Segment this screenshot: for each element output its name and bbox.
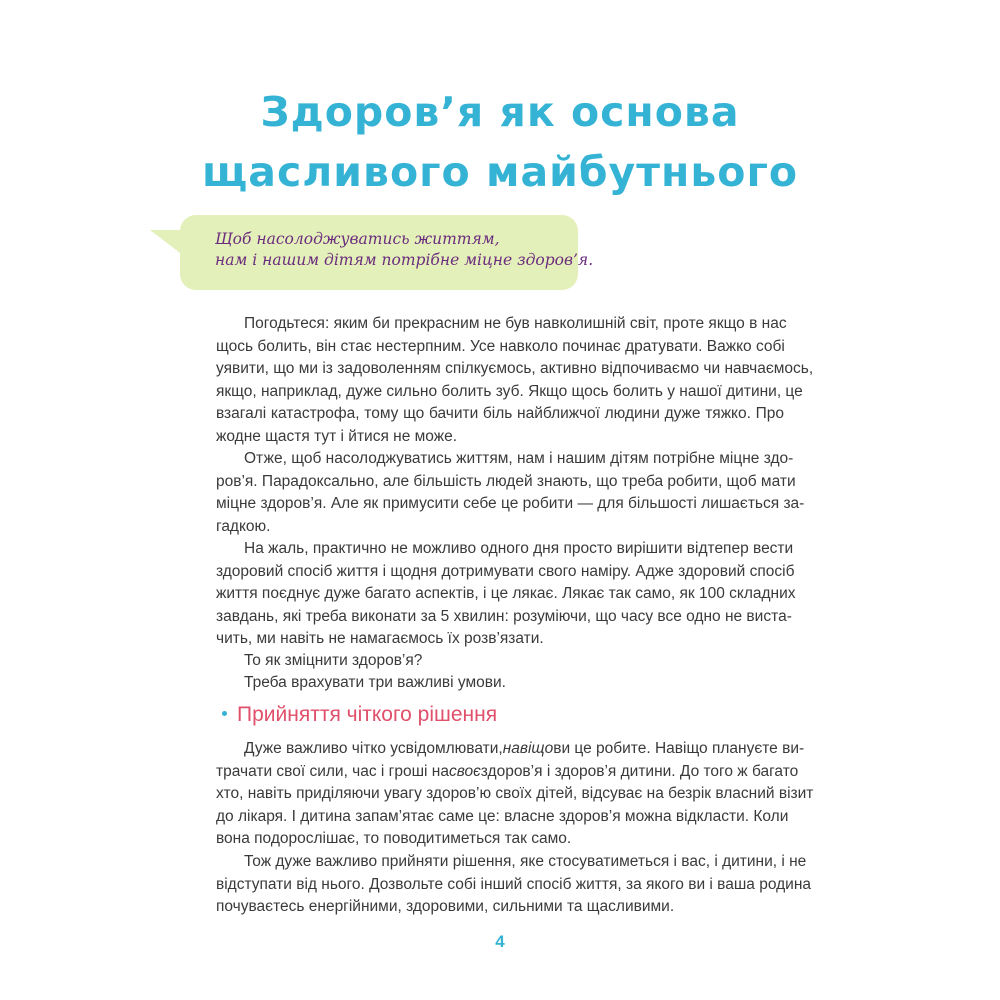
quote-line-1: Щоб насолоджуватись життям, bbox=[215, 230, 500, 248]
section-p1-line1-emphasis: навіщо bbox=[502, 740, 554, 757]
section-heading bbox=[222, 700, 497, 730]
speech-bubble-tail bbox=[150, 230, 184, 256]
page-title-line-2: щасливого майбутнього bbox=[201, 148, 799, 196]
paragraph-4 bbox=[216, 650, 784, 673]
paragraph-3 bbox=[216, 538, 796, 651]
quote-line-2: нам і нашим дітям потрібне міцне здоров’я. bbox=[215, 251, 594, 269]
paragraph-4-text: То як зміцнити здоров’я? bbox=[244, 652, 423, 669]
section-paragraph-1 bbox=[216, 738, 814, 851]
section-p1-line2-a: трачати свої сили, час і гроші на bbox=[216, 762, 449, 780]
section-paragraph-2 bbox=[216, 851, 812, 919]
paragraph-1-line: щось болить, він стає нестерпним. Усе навколо починає дратувати. Важко собі bbox=[216, 337, 785, 355]
section-heading-text: Прийняття чіткого рішення bbox=[237, 703, 498, 726]
paragraph-2-line: Отже, щоб насолоджуватись життям, нам і нашим дітям потрібне міцне здо- bbox=[244, 450, 794, 467]
section-p1-line4: до лікаря. І дитина запам’ятає саме це: власне здоров’я можна відкласти. Коли bbox=[216, 807, 789, 825]
section-p1-line2-emphasis: своє bbox=[448, 762, 481, 780]
paragraph-2-line: ров’я. Парадоксально, але більшість людей знають, що треба робити, щоб мати bbox=[216, 472, 796, 490]
paragraph-3-line: чить, ми навіть не намагаємось їх розв’язати. bbox=[216, 630, 544, 647]
paragraph-3-line: завдань, які треба виконати за 5 хвилин: розуміючи, що часу все одно не вистa- bbox=[216, 607, 792, 625]
section-p1-line1-b: ви це робите. Навіщо плануєте ви- bbox=[553, 740, 805, 757]
paragraph-1-line: Погодьтеся: яким би прекрасним не був навколишній світ, проте якщо в нас bbox=[244, 315, 787, 332]
section-paragraph-2-line: почуваєтесь енергійними, здоровими, сильними та щасливими. bbox=[216, 898, 675, 915]
paragraph-2 bbox=[216, 448, 805, 538]
paragraph-2-line: гадкою. bbox=[216, 517, 271, 535]
page-title-line-1: Здоров’я як основа bbox=[260, 88, 740, 136]
section-p1-line5: вона подорослішає, то поводитиметься так само. bbox=[216, 830, 572, 847]
paragraph-1-line: якщо, наприклад, дуже сильно болить зуб. Якщо щось болить у нашої дитини, це bbox=[216, 382, 803, 400]
paragraph-3-line: На жаль, практично не можливо одного дня просто вирішити відтепер вести bbox=[244, 540, 794, 557]
bullet-icon bbox=[222, 711, 227, 716]
page-title bbox=[0, 82, 1000, 202]
section-p1-line2-b: здоров’я і здоров’я дитини. До того ж багато bbox=[480, 762, 799, 780]
paragraph-2-line: міцне здоров’я. Але як примусити себе це робити — для більшості лишається за- bbox=[216, 495, 805, 512]
section-p1-line1-a: Дуже важливо чітко усвідомлювати, bbox=[244, 740, 503, 757]
paragraph-1-line: жодне щастя тут і йтися не може. bbox=[216, 427, 458, 445]
paragraph-1-line: взагалі катастрофа, тому що бачити біль найближчої людини дуже тяжко. Про bbox=[216, 405, 784, 422]
paragraph-3-line: здоровий спосіб життя і щодня дотримувати свого наміру. Адже здоровий спосіб bbox=[216, 562, 795, 580]
paragraph-3-line: життя поєднує дуже багато аспектів, і це лякає. Лякає так само, як 100 складних bbox=[216, 585, 796, 602]
quote bbox=[215, 229, 594, 271]
section-paragraph-2-line: Тож дуже важливо прийняти рішення, яке стосуватиметься і вас, і дитини, і не bbox=[244, 853, 807, 870]
section-p1-line3: хто, навіть приділяючи увагу здоров’ю своїх дітей, відсуває на безрік власний візит bbox=[216, 785, 814, 802]
page-number: 4 bbox=[495, 932, 505, 951]
section-paragraph-2-line: відступати від нього. Дозвольте собі інший спосіб життя, за якого ви і ваша родина bbox=[216, 875, 812, 893]
paragraph-1 bbox=[216, 313, 814, 448]
paragraph-1-line: уявити, що ми із задоволенням спілкуємось, активно відпочиваємо чи навчаємось, bbox=[216, 360, 814, 377]
paragraph-5 bbox=[216, 672, 784, 695]
paragraph-5-text: Треба врахувати три важливі умови. bbox=[244, 674, 506, 691]
